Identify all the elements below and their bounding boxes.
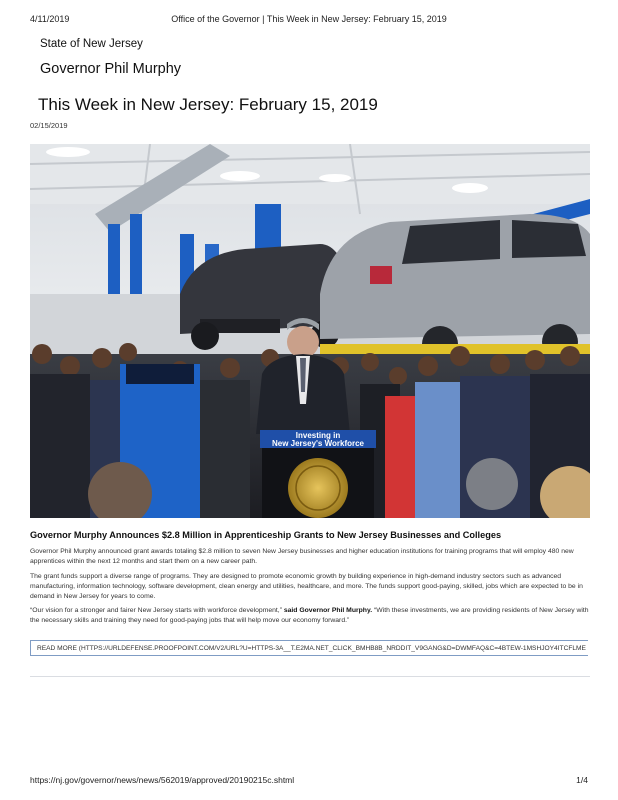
article-photo (30, 144, 590, 518)
article-paragraph-1: Governor Phil Murphy announced grant awards totaling $2.8 million to seven New Jersey businesses and higher education institutions for training programs that will employ 480 new apprentices within the next 12 months and start them on a new career path. (30, 548, 574, 566)
publish-date: 02/15/2019 (30, 121, 68, 130)
print-date: 4/11/2019 (30, 14, 70, 24)
print-page-number: 1/4 (576, 775, 588, 785)
divider (30, 676, 590, 677)
office-name[interactable]: Governor Phil Murphy (40, 61, 182, 77)
state-seal-icon (288, 458, 348, 518)
article-headline[interactable]: Governor Murphy Announces $2.8 Million in Apprenticeship Grants to New Jersey Businesses and Colleges (30, 530, 502, 540)
print-page-title: Office of the Governor | This Week in New Jersey: February 15, 2019 (171, 14, 447, 24)
quote-attribution: said Governor Phil Murphy. (283, 607, 373, 614)
press-event-image (30, 144, 590, 518)
state-name[interactable]: State of New Jersey (40, 38, 143, 50)
article-paragraph-3 (30, 606, 590, 626)
read-more-link[interactable]: READ MORE (HTTPS://URLDEFENSE.PROOFPOINT.COM/V2/URL?U=HTTPS-3A__T.E2MA.NET_CLICK_BMHB8B_NRDDIT_V9GANG&D=DWMFAQ&C=4BTEW-1MSHJOY4ITCFLME (30, 640, 588, 656)
podium-sign-line1: Investing in (295, 431, 341, 440)
article-paragraph-2: The grant funds support a diverse range of programs. They are designed to promote economic growth by building experience in high-demand industry sectors such as advanced manufacturing, information technology, software development, clean energy and utilities, healthcare, and more. The funds support good-paying, skilled, jobs which are expected to be in demand in New Jersey for years to come. (30, 573, 583, 601)
page-title: This Week in New Jersey: February 15, 2019 (38, 95, 378, 114)
quote-start: “Our vision for a stronger and fairer New Jersey starts with workforce development,” (30, 607, 282, 614)
print-url: https://nj.gov/governor/news/news/562019/approved/20190215c.shtml (30, 775, 295, 785)
podium-sign-line2: New Jersey's Workforce (271, 439, 365, 448)
quote-end: “With these investments, we are providing residents of New Jersey with the necessary skills and training they need for good-paying jobs that will help move our economy forward.” (30, 607, 589, 625)
